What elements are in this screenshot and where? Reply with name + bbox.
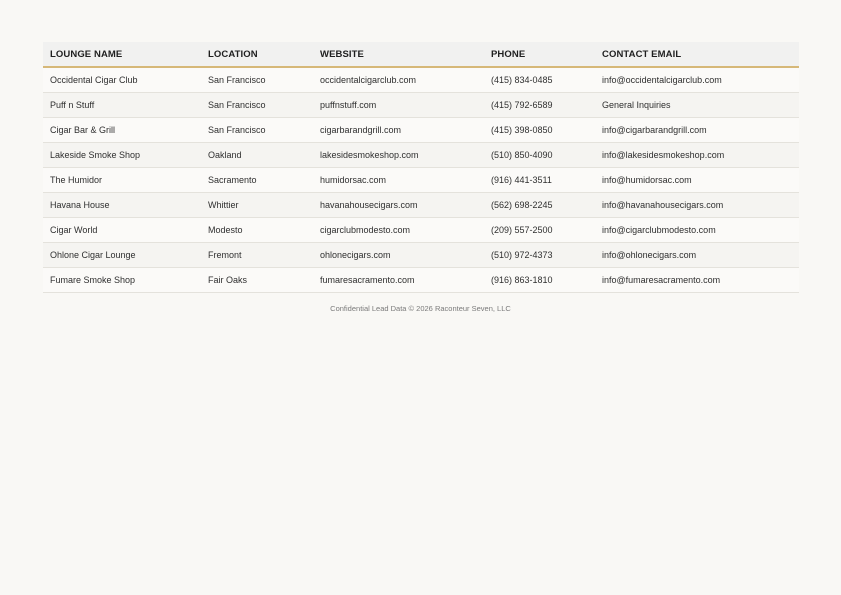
- cell-lounge-name: Ohlone Cigar Lounge: [43, 243, 201, 268]
- header-row: [43, 42, 799, 67]
- cell-location: Fremont: [201, 243, 313, 268]
- table-row[interactable]: [43, 168, 799, 193]
- cell-phone: (510) 850-4090: [484, 143, 595, 168]
- table-row[interactable]: [43, 218, 799, 243]
- cell-lounge-name: The Humidor: [43, 168, 201, 193]
- cell-contact-email[interactable]: info@cigarbarandgrill.com: [595, 118, 799, 143]
- cell-phone: (415) 398-0850: [484, 118, 595, 143]
- table-row[interactable]: [43, 243, 799, 268]
- cell-phone: (916) 441-3511: [484, 168, 595, 193]
- cell-website[interactable]: cigarbarandgrill.com: [313, 118, 484, 143]
- cell-phone: (415) 792-6589: [484, 93, 595, 118]
- cell-phone: (209) 557-2500: [484, 218, 595, 243]
- table-header: [43, 42, 799, 67]
- cell-phone: (916) 863-1810: [484, 268, 595, 293]
- cell-website[interactable]: puffnstuff.com: [313, 93, 484, 118]
- cell-lounge-name: Cigar World: [43, 218, 201, 243]
- cell-location: Whittier: [201, 193, 313, 218]
- cell-lounge-name: Lakeside Smoke Shop: [43, 143, 201, 168]
- table-body: [43, 67, 799, 293]
- cell-contact-email[interactable]: info@havanahousecigars.com: [595, 193, 799, 218]
- cell-location: Modesto: [201, 218, 313, 243]
- table-row[interactable]: [43, 67, 799, 93]
- footer-copyright: Confidential Lead Data © 2026 Raconteur Seven, LLC: [330, 304, 511, 313]
- cell-lounge-name: Cigar Bar & Grill: [43, 118, 201, 143]
- column-header-website[interactable]: WEBSITE: [313, 42, 484, 67]
- cell-contact-email[interactable]: info@occidentalcigarclub.com: [595, 67, 799, 93]
- cell-lounge-name: Fumare Smoke Shop: [43, 268, 201, 293]
- cell-location: Sacramento: [201, 168, 313, 193]
- table-row[interactable]: [43, 118, 799, 143]
- lead-sheet: [43, 42, 799, 293]
- cell-phone: (415) 834-0485: [484, 67, 595, 93]
- cell-website[interactable]: occidentalcigarclub.com: [313, 67, 484, 93]
- cell-location: Fair Oaks: [201, 268, 313, 293]
- cell-lounge-name: Occidental Cigar Club: [43, 67, 201, 93]
- column-header-location[interactable]: LOCATION: [201, 42, 313, 67]
- cell-lounge-name: Havana House: [43, 193, 201, 218]
- cell-contact-email[interactable]: info@cigarclubmodesto.com: [595, 218, 799, 243]
- table-row[interactable]: [43, 268, 799, 293]
- column-header-contact-email[interactable]: CONTACT EMAIL: [595, 42, 799, 67]
- cell-contact-email[interactable]: info@lakesidesmokeshop.com: [595, 143, 799, 168]
- cell-phone: (562) 698-2245: [484, 193, 595, 218]
- lounge-table: [43, 42, 799, 293]
- cell-website[interactable]: havanahousecigars.com: [313, 193, 484, 218]
- column-header-lounge-name[interactable]: LOUNGE NAME: [43, 42, 201, 67]
- cell-contact-email[interactable]: info@ohlonecigars.com: [595, 243, 799, 268]
- table-row[interactable]: [43, 143, 799, 168]
- cell-phone: (510) 972-4373: [484, 243, 595, 268]
- cell-location: San Francisco: [201, 118, 313, 143]
- cell-website[interactable]: cigarclubmodesto.com: [313, 218, 484, 243]
- cell-website[interactable]: ohlonecigars.com: [313, 243, 484, 268]
- cell-contact-email[interactable]: info@fumaresacramento.com: [595, 268, 799, 293]
- cell-location: San Francisco: [201, 67, 313, 93]
- cell-contact-email[interactable]: info@humidorsac.com: [595, 168, 799, 193]
- cell-location: San Francisco: [201, 93, 313, 118]
- cell-website[interactable]: humidorsac.com: [313, 168, 484, 193]
- table-row[interactable]: [43, 93, 799, 118]
- cell-website[interactable]: lakesidesmokeshop.com: [313, 143, 484, 168]
- cell-contact-email: General Inquiries: [595, 93, 799, 118]
- column-header-phone[interactable]: PHONE: [484, 42, 595, 67]
- cell-lounge-name: Puff n Stuff: [43, 93, 201, 118]
- table-row[interactable]: [43, 193, 799, 218]
- cell-location: Oakland: [201, 143, 313, 168]
- cell-website[interactable]: fumaresacramento.com: [313, 268, 484, 293]
